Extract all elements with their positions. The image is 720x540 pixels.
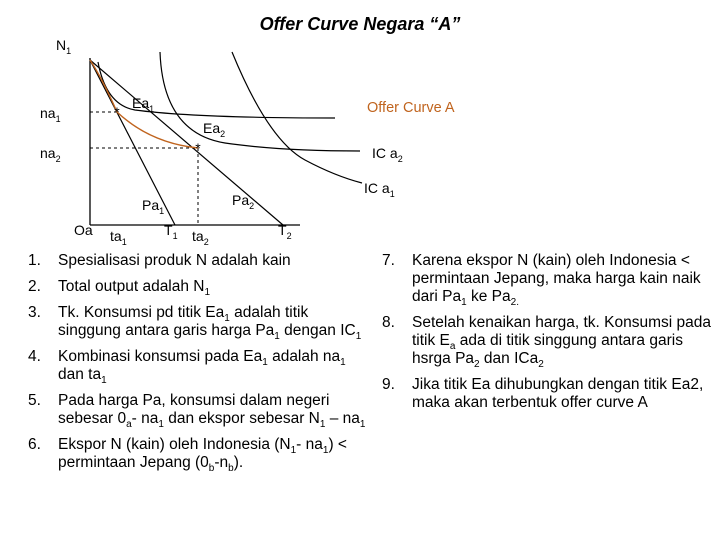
text-run: dan ICa [479,350,539,367]
text-run: Tk. Konsumsi pd titik Ea [58,304,225,321]
label-na2: $na_2$ [40,145,61,164]
list-item-number: 7. [382,252,395,269]
list-item-text [412,376,703,411]
subscript: 1 [340,357,346,369]
label-ta2: $ta_2$ [192,228,209,247]
text-run: Spesialisasi produk N adalah kain [58,252,291,269]
subscript: 1 [204,287,211,299]
subscript: b [208,463,215,475]
list-item [28,392,373,431]
label-ta1: $ta_1$ [110,228,127,247]
subscript: 1 [101,375,107,387]
text-run: Jika titik Ea dihubungkan dengan titik Ea2, maka akan terbentuk offer curve A [412,376,704,411]
list-item [28,304,373,343]
label-n1: $N_1$ [56,37,72,56]
list-item-text [58,304,362,343]
subscript: 1 [319,419,326,431]
list-item-text [58,392,366,431]
left-explanation-list [28,252,373,480]
label-pa1: $Pa_1$ [142,197,165,216]
indifference-curve-ic2 [160,52,360,151]
list-item-number: 6. [28,436,41,453]
label-t1: $T_1$ [164,222,178,241]
label-ic-a1: IC $a_1$ [364,180,395,199]
list-item [382,314,712,371]
list-item-number: 9. [382,376,395,393]
subscript: 1 [158,419,164,431]
text-run: Setelah kenaikan harga, tk. Konsumsi pada titik E [412,314,711,349]
text-run: adalah titik singgung antara garis harga Pa [58,304,309,339]
subscript: 1 [274,331,280,343]
text-run: dengan IC [279,322,356,339]
list-item-number: 1. [28,252,41,269]
text-run: dan ekspor sebesar N [163,410,320,427]
page-title: Offer Curve Negara “A” [259,14,461,34]
text-run: ada di titik singgung antara garis hsrga Pa [412,332,683,367]
list-item [28,436,373,475]
price-line-pa1 [90,60,175,225]
text-run: dan ta [58,366,102,383]
subscript: 1 [290,445,297,457]
point-ea1-marker: * [114,104,120,120]
list-item-text [412,314,711,371]
list-item-number: 4. [28,348,41,365]
text-run: Kombinasi konsumsi pada Ea [58,348,263,365]
subscript: a [126,419,132,431]
list-item [382,376,712,412]
text-run: Pada harga Pa, konsumsi dalam negeri sebesar 0 [58,392,330,427]
list-item [28,252,373,270]
subscript: 1 [224,313,230,325]
list-item-text [58,436,347,475]
text-run: adalah na [267,348,341,365]
text-run: – na [325,410,360,427]
list-item-number: 8. [382,314,395,331]
subscript: 1 [262,357,268,369]
list-item [28,348,373,387]
list-item [382,252,712,309]
list-item-number: 3. [28,304,41,321]
label-na1: $na_1$ [40,105,61,124]
subscript: 1 [359,419,366,431]
text-run: -n [214,454,229,471]
text-run: ) < permintaan Jepang (0 [58,436,347,471]
label-offer-curve-a: Offer Curve A [367,100,455,116]
text-run: Total output adalah N [58,278,205,295]
subscript: 2 [538,359,544,371]
list-item-number: 2. [28,278,41,295]
offer-curve-diagram [0,0,720,250]
list-item-number: 5. [28,392,41,409]
list-item-text [58,252,291,269]
list-item-text [58,278,211,299]
text-run: - na [296,436,323,453]
list-item-text [412,252,701,309]
label-oa: Oa [74,222,93,238]
text-run: ). [233,454,244,471]
subscript: 1 [322,445,329,457]
text-run: Ekspor N (kain) oleh Indonesia (N [58,436,291,453]
subscript: 2. [510,297,519,309]
label-ea1: $Ea_1$ [132,95,155,114]
point-ea2-marker: * [195,140,201,156]
label-ic-a2: IC $a_2$ [372,145,403,164]
subscript: 2 [474,359,480,371]
label-pa2: $Pa_2$ [232,192,255,211]
label-ea2: $Ea_2$ [203,120,226,139]
subscript: 1 [355,331,362,343]
text-run: ke Pa [466,288,511,305]
right-explanation-list [382,252,712,420]
list-item [28,278,373,299]
subscript: 1 [461,297,467,309]
subscript: a [449,341,456,353]
text-run: - na [131,410,159,427]
label-t2: $T_2$ [278,222,292,241]
subscript: b [228,463,234,475]
list-item-text [58,348,346,387]
text-run: Karena ekspor N (kain) oleh Indonesia < permintaan Jepang, maka harga kain naik dari Pa [412,252,701,305]
